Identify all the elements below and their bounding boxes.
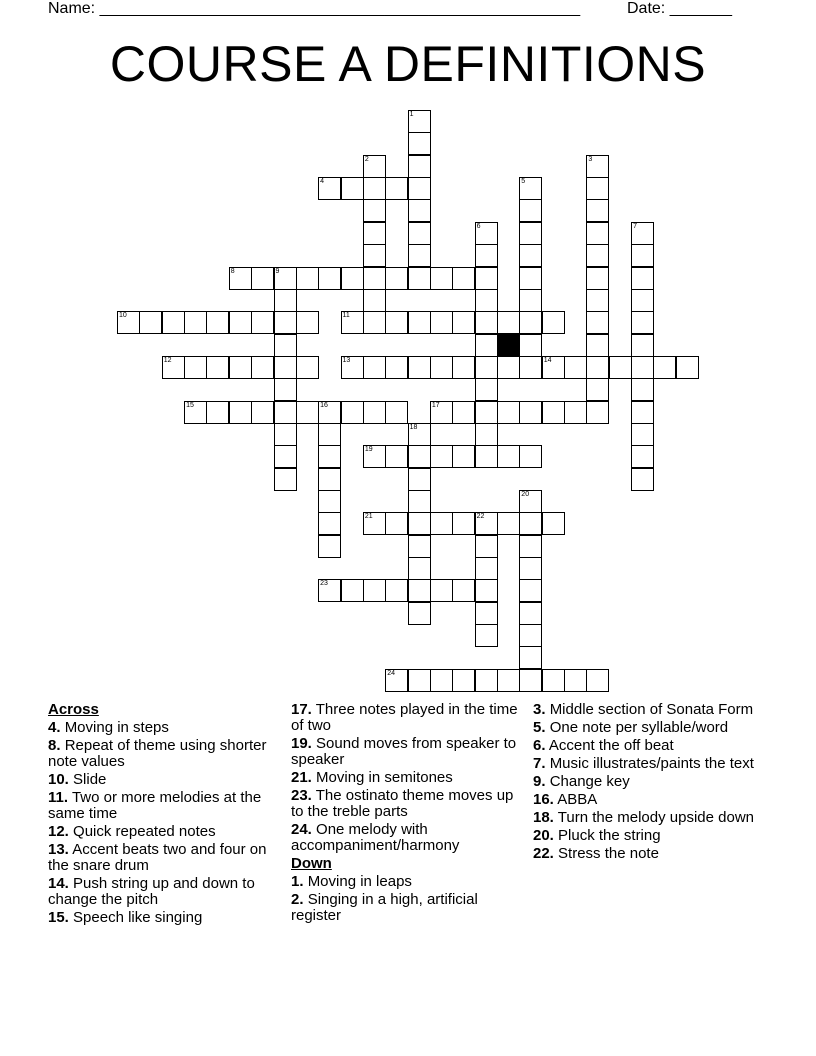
cell-number: 17 (431, 401, 440, 409)
clue-number: 5. (533, 719, 546, 736)
crossword-cell[interactable] (274, 311, 297, 334)
crossword-cell[interactable] (542, 512, 565, 535)
clue-number: 2. (291, 891, 304, 908)
crossword-cell[interactable] (274, 423, 297, 446)
clue-column-2 (291, 702, 523, 926)
crossword-cell[interactable] (318, 445, 341, 468)
cell-number: 18 (409, 423, 418, 431)
crossword-cell[interactable] (408, 490, 431, 513)
crossword-cell[interactable] (475, 512, 498, 535)
crossword-cell[interactable] (452, 401, 475, 424)
crossword-cell[interactable] (631, 378, 654, 401)
clue-number: 20. (533, 827, 554, 844)
crossword-cell[interactable] (452, 579, 475, 602)
cell-number: 13 (342, 356, 351, 364)
black-square (497, 334, 520, 357)
crossword-cell[interactable] (363, 155, 386, 178)
crossword-cell[interactable] (385, 356, 408, 379)
crossword-cell[interactable] (430, 512, 453, 535)
page-title: COURSE A DEFINITIONS (109, 36, 707, 92)
crossword-cell[interactable] (385, 177, 408, 200)
crossword-cell[interactable] (363, 356, 386, 379)
clue-number: 8. (48, 737, 61, 754)
clue-number: 3. (533, 701, 546, 718)
crossword-cell[interactable] (385, 445, 408, 468)
clue-text: Quick repeated notes (73, 823, 216, 840)
clue-item (291, 874, 523, 890)
clue-item (48, 910, 280, 926)
clue-item (533, 756, 765, 772)
crossword-cell[interactable] (430, 267, 453, 290)
crossword-cell[interactable] (274, 378, 297, 401)
cell-number: 24 (387, 669, 395, 677)
clue-text: Slide (73, 771, 107, 788)
crossword-cell[interactable] (497, 401, 520, 424)
crossword-cell[interactable] (631, 445, 654, 468)
cell-number: 6 (476, 222, 481, 230)
crossword-cell[interactable] (363, 401, 386, 424)
clue-text: Push string up and down to change the pitch (48, 875, 255, 908)
cell-number: 11 (342, 312, 350, 320)
crossword-cell[interactable] (184, 311, 207, 334)
cell-number: 14 (543, 356, 552, 364)
clue-text: Pluck the string (558, 827, 661, 844)
clue-text: Singing in a high, artificial register (291, 891, 478, 924)
crossword-cell[interactable] (139, 311, 162, 334)
crossword-cell[interactable] (564, 356, 587, 379)
crossword-cell[interactable] (475, 535, 498, 558)
crossword-cell[interactable] (564, 401, 587, 424)
crossword-cell[interactable] (452, 445, 475, 468)
crossword-cell[interactable] (475, 401, 498, 424)
clue-item (48, 824, 280, 840)
crossword-cell[interactable] (519, 222, 542, 245)
crossword-cell[interactable] (586, 267, 609, 290)
crossword-cell[interactable] (430, 445, 453, 468)
crossword-cell[interactable] (296, 311, 319, 334)
clue-text: Speech like singing (73, 909, 203, 926)
clue-number: 16. (533, 791, 554, 808)
crossword-cell[interactable] (452, 512, 475, 535)
cell-number: 16 (320, 401, 328, 409)
cell-number: 1 (409, 111, 414, 118)
clue-item (533, 828, 765, 844)
crossword-cell[interactable] (586, 356, 609, 379)
clue-item (533, 792, 765, 808)
crossword-cell[interactable] (519, 490, 542, 513)
crossword-cell[interactable] (653, 356, 676, 379)
crossword-cell[interactable] (519, 401, 542, 424)
clue-item (291, 736, 523, 768)
clue-text: The ostinato theme moves up to the treble parts (291, 787, 514, 820)
crossword-cell[interactable] (497, 356, 520, 379)
clue-item (48, 842, 280, 874)
clue-number: 22. (533, 845, 554, 862)
clue-number: 6. (533, 737, 546, 754)
crossword-cell[interactable] (408, 110, 431, 133)
crossword-cell[interactable] (408, 557, 431, 580)
crossword-cell[interactable] (586, 669, 609, 692)
clue-column-1 (48, 702, 280, 928)
cell-number: 12 (163, 356, 172, 364)
crossword-cell[interactable] (318, 423, 341, 446)
crossword-cell[interactable] (631, 267, 654, 290)
clue-item (291, 702, 523, 734)
crossword-cell[interactable] (318, 579, 341, 602)
cell-number: 4 (320, 178, 324, 186)
clue-item (48, 738, 280, 770)
cell-number: 21 (364, 513, 373, 521)
crossword-cell[interactable] (117, 311, 140, 334)
crossword-cell[interactable] (452, 311, 475, 334)
crossword-cell[interactable] (162, 356, 185, 379)
clue-column-3 (533, 702, 765, 864)
crossword-cell[interactable] (475, 267, 498, 290)
crossword-cell[interactable] (274, 289, 297, 312)
crossword-cell[interactable] (408, 155, 431, 178)
clue-text: One melody with accompaniment/harmony (291, 821, 460, 854)
crossword-cell[interactable] (385, 669, 408, 692)
crossword-cell[interactable] (206, 401, 229, 424)
crossword-cell[interactable] (475, 579, 498, 602)
crossword-cell[interactable] (296, 267, 319, 290)
clue-item (533, 702, 765, 718)
clue-number: 13. (48, 841, 69, 858)
clue-number: 17. (291, 701, 312, 718)
crossword-cell[interactable] (363, 445, 386, 468)
clue-item (533, 774, 765, 790)
crossword-cell[interactable] (519, 669, 542, 692)
crossword-cell[interactable] (408, 579, 431, 602)
crossword-cell[interactable] (631, 423, 654, 446)
clue-text: Change key (549, 773, 630, 790)
crossword-cell[interactable] (251, 401, 274, 424)
crossword-cell[interactable] (586, 199, 609, 222)
crossword-cell[interactable] (631, 401, 654, 424)
crossword-cell[interactable] (519, 177, 542, 200)
crossword-cell[interactable] (452, 356, 475, 379)
crossword-cell[interactable] (318, 490, 341, 513)
clue-number: 1. (291, 873, 304, 890)
clue-number: 14. (48, 875, 69, 892)
clue-item (533, 846, 765, 862)
crossword-cell[interactable] (408, 311, 431, 334)
crossword-cell[interactable] (519, 199, 542, 222)
crossword-cell[interactable] (586, 244, 609, 267)
crossword-cell[interactable] (408, 222, 431, 245)
crossword-cell[interactable] (586, 289, 609, 312)
cell-number: 5 (521, 178, 526, 186)
clue-text: Moving in leaps (307, 873, 412, 890)
name-line: Name: ______________________________________________________ (48, 0, 581, 17)
clue-number: 21. (291, 769, 312, 786)
crossword-cell[interactable] (519, 445, 542, 468)
clue-item (291, 788, 523, 820)
crossword-cell[interactable] (408, 423, 431, 446)
crossword-cell[interactable] (475, 669, 498, 692)
crossword-cell[interactable] (586, 177, 609, 200)
crossword-cell[interactable] (631, 468, 654, 491)
crossword-cell[interactable] (475, 222, 498, 245)
crossword-cell[interactable] (206, 356, 229, 379)
crossword-cell[interactable] (296, 356, 319, 379)
crossword-cell[interactable] (363, 579, 386, 602)
crossword-cell[interactable] (519, 512, 542, 535)
crossword-cell[interactable] (274, 267, 297, 290)
crossword-cell[interactable] (363, 289, 386, 312)
clue-item (291, 770, 523, 786)
clue-number: 15. (48, 909, 69, 926)
crossword-cell[interactable] (408, 244, 431, 267)
crossword-cell[interactable] (184, 401, 207, 424)
crossword-cell[interactable] (631, 222, 654, 245)
crossword-cell[interactable] (475, 311, 498, 334)
crossword-cell[interactable] (341, 267, 364, 290)
crossword-cell[interactable] (430, 669, 453, 692)
clue-number: 10. (48, 771, 69, 788)
crossword-cell[interactable] (363, 267, 386, 290)
cell-number: 15 (186, 401, 194, 409)
clue-item (48, 876, 280, 908)
clue-item (48, 772, 280, 788)
cell-number: 19 (364, 446, 373, 454)
crossword-cell[interactable] (184, 356, 207, 379)
clue-number: 12. (48, 823, 69, 840)
clue-text: Middle section of Sonata Form (549, 701, 754, 718)
clue-number: 24. (291, 821, 312, 838)
clue-item (48, 720, 280, 736)
clue-text: Two or more melodies at the same time (48, 789, 262, 822)
crossword-cell[interactable] (475, 244, 498, 267)
crossword-cell[interactable] (542, 401, 565, 424)
clue-text: Accent beats two and four on the snare drum (48, 841, 267, 874)
cell-number: 20 (521, 491, 530, 498)
crossword-cell[interactable] (229, 267, 252, 290)
crossword-cell[interactable] (363, 244, 386, 267)
crossword-cell[interactable] (519, 267, 542, 290)
cell-number: 8 (230, 267, 235, 275)
crossword-cell[interactable] (497, 311, 520, 334)
crossword-cell[interactable] (274, 334, 297, 357)
crossword-cell[interactable] (519, 602, 542, 625)
crossword-cell[interactable] (586, 334, 609, 357)
crossword-cell[interactable] (251, 356, 274, 379)
crossword-cell[interactable] (385, 512, 408, 535)
crossword-cell[interactable] (542, 356, 565, 379)
clue-item (533, 810, 765, 826)
crossword-cell[interactable] (475, 378, 498, 401)
crossword-cell[interactable] (408, 356, 431, 379)
crossword-cell[interactable] (475, 557, 498, 580)
clue-text: Accent the off beat (548, 737, 674, 754)
crossword-cell[interactable] (631, 334, 654, 357)
clue-text: Three notes played in the time of two (291, 701, 518, 734)
cell-number: 2 (364, 155, 369, 163)
clue-text: Moving in semitones (316, 769, 453, 786)
crossword-cell[interactable] (206, 311, 229, 334)
cell-number: 7 (633, 222, 637, 230)
crossword-cell[interactable] (363, 222, 386, 245)
crossword-cell[interactable] (475, 624, 498, 647)
crossword-cell[interactable] (162, 311, 185, 334)
crossword-cell[interactable] (318, 512, 341, 535)
crossword-cell[interactable] (274, 401, 297, 424)
crossword-cell[interactable] (430, 311, 453, 334)
clue-text: ABBA (557, 791, 598, 808)
crossword-cell[interactable] (631, 311, 654, 334)
crossword-cell[interactable] (229, 311, 252, 334)
crossword-cell[interactable] (251, 311, 274, 334)
date-line: Date: _______ (627, 0, 732, 17)
crossword-cell[interactable] (564, 669, 587, 692)
crossword-cell[interactable] (631, 356, 654, 379)
crossword-cell[interactable] (341, 579, 364, 602)
clue-item (291, 892, 523, 924)
crossword-cell[interactable] (363, 177, 386, 200)
clue-text: Repeat of theme using shorter note values (48, 737, 267, 770)
crossword-cell[interactable] (341, 311, 364, 334)
clue-number: 23. (291, 787, 312, 804)
crossword-cell[interactable] (408, 602, 431, 625)
crossword-cell[interactable] (318, 535, 341, 558)
clue-item (291, 822, 523, 854)
across-heading: Across (48, 701, 99, 718)
crossword-cell[interactable] (475, 289, 498, 312)
cell-number: 10 (119, 312, 127, 320)
clue-item (48, 790, 280, 822)
crossword-cell[interactable] (341, 356, 364, 379)
crossword-cell[interactable] (497, 512, 520, 535)
crossword-cell[interactable] (318, 468, 341, 491)
crossword-cell[interactable] (475, 334, 498, 357)
crossword-cell[interactable] (274, 445, 297, 468)
crossword-cell[interactable] (519, 557, 542, 580)
crossword-cell[interactable] (631, 244, 654, 267)
crossword-cell[interactable] (363, 512, 386, 535)
crossword-cell[interactable] (609, 356, 632, 379)
crossword-cell[interactable] (341, 401, 364, 424)
crossword-cell[interactable] (274, 468, 297, 491)
crossword-cell[interactable] (408, 669, 431, 692)
clue-text: Moving in steps (64, 719, 169, 736)
crossword-cell[interactable] (318, 401, 341, 424)
clue-text: Turn the melody upside down (557, 809, 754, 826)
crossword-cell[interactable] (296, 401, 319, 424)
clue-text: Music illustrates/paints the text (549, 755, 754, 772)
crossword-cell[interactable] (542, 311, 565, 334)
clue-item (533, 738, 765, 754)
crossword-cell[interactable] (385, 311, 408, 334)
crossword-cell[interactable] (251, 267, 274, 290)
crossword-cell[interactable] (408, 132, 431, 155)
clue-number: 9. (533, 773, 546, 790)
cell-number: 3 (588, 155, 593, 163)
crossword-cell[interactable] (586, 311, 609, 334)
crossword-cell[interactable] (341, 177, 364, 200)
crossword-cell[interactable] (363, 311, 386, 334)
crossword-cell[interactable] (385, 579, 408, 602)
clue-number: 19. (291, 735, 312, 752)
crossword-cell[interactable] (408, 177, 431, 200)
crossword-cell[interactable] (542, 669, 565, 692)
clue-item (533, 720, 765, 736)
cell-number: 22 (476, 513, 485, 521)
crossword-cell[interactable] (475, 423, 498, 446)
clue-number: 18. (533, 809, 554, 826)
crossword-cell[interactable] (519, 356, 542, 379)
crossword-cell[interactable] (274, 356, 297, 379)
crossword-cell[interactable] (475, 445, 498, 468)
crossword-cell[interactable] (408, 512, 431, 535)
crossword-cell[interactable] (475, 356, 498, 379)
clue-number: 7. (533, 755, 546, 772)
crossword-cell[interactable] (363, 199, 386, 222)
crossword-cell[interactable] (586, 222, 609, 245)
crossword-cell[interactable] (519, 334, 542, 357)
crossword-cell[interactable] (385, 401, 408, 424)
crossword-cell[interactable] (408, 267, 431, 290)
crossword-cell[interactable] (452, 669, 475, 692)
crossword-cell[interactable] (519, 624, 542, 647)
cell-number: 23 (320, 580, 328, 588)
clue-number: 11. (48, 789, 69, 806)
crossword-cell[interactable] (519, 289, 542, 312)
crossword-cell[interactable] (586, 155, 609, 178)
crossword-cell[interactable] (408, 445, 431, 468)
crossword-cell[interactable] (430, 579, 453, 602)
clue-number: 4. (48, 719, 61, 736)
crossword-cell[interactable] (408, 535, 431, 558)
crossword-cell[interactable] (497, 669, 520, 692)
clue-text: Sound moves from speaker to speaker (291, 735, 517, 768)
crossword-cell[interactable] (497, 445, 520, 468)
crossword-cell[interactable] (586, 378, 609, 401)
crossword-cell[interactable] (475, 602, 498, 625)
crossword-cell[interactable] (430, 401, 453, 424)
crossword-cell[interactable] (519, 579, 542, 602)
crossword-cell[interactable] (385, 267, 408, 290)
crossword-cell[interactable] (519, 244, 542, 267)
clue-text: Stress the note (558, 845, 659, 862)
cell-number: 9 (275, 267, 280, 275)
crossword-cell[interactable] (631, 289, 654, 312)
crossword-cell[interactable] (408, 468, 431, 491)
crossword-cell[interactable] (519, 535, 542, 558)
crossword-cell[interactable] (229, 401, 252, 424)
crossword-cell[interactable] (452, 267, 475, 290)
crossword-cell[interactable] (318, 177, 341, 200)
crossword-cell[interactable] (318, 267, 341, 290)
crossword-cell[interactable] (519, 646, 542, 669)
crossword-cell[interactable] (676, 356, 699, 379)
crossword-cell[interactable] (586, 401, 609, 424)
crossword-cell[interactable] (229, 356, 252, 379)
crossword-cell[interactable] (430, 356, 453, 379)
down-heading: Down (291, 855, 332, 872)
crossword-cell[interactable] (519, 311, 542, 334)
crossword-cell[interactable] (408, 199, 431, 222)
clue-text: One note per syllable/word (549, 719, 729, 736)
